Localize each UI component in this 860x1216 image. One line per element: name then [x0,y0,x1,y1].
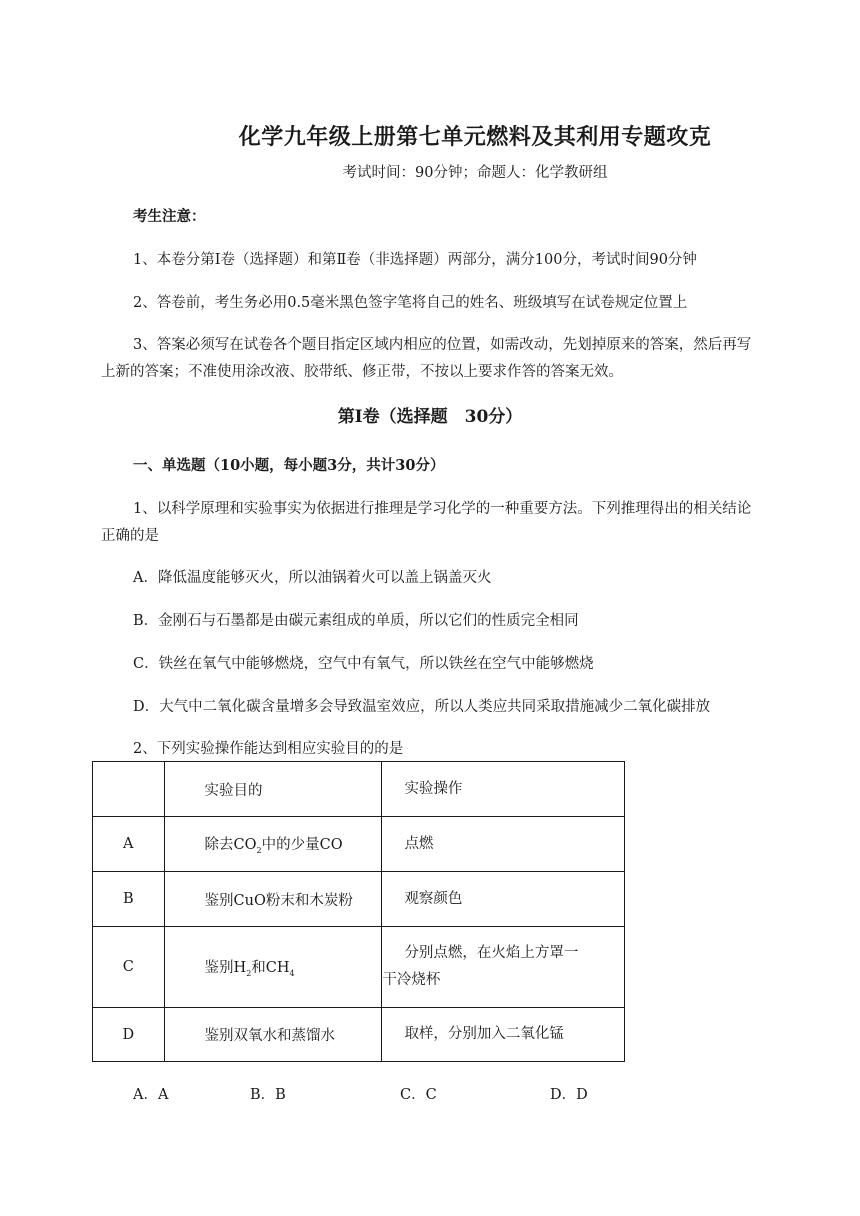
question-2-option-c: C．C [400,1087,437,1103]
row-operation: 分别点燃，在火焰上方罩一 [404,945,579,961]
notice-item: 1、本卷分第Ⅰ卷（选择题）和第Ⅱ卷（非选择题）两部分，满分100分，考试时间90分钟 [133,252,697,268]
row-purpose: 鉴别CuO粉末和木炭粉 [164,872,382,927]
row-purpose: 除去$CO_2$中的少量CO [164,817,382,872]
question-1-stem-continued: 正确的是 [101,528,159,544]
question-2-option-b: B．B [250,1087,286,1103]
row-operation-cell [382,927,625,1008]
notice-item-continued: 上新的答案；不准使用涂改液、胶带纸、修正带，不按以上要求作答的答案无效。 [101,364,623,380]
notice-item: 2、答卷前，考生务必用0.5毫米黑色签字笔将自己的姓名、班级填写在试卷规定位置上 [133,295,688,311]
table-row [93,817,625,872]
row-label: B [93,872,165,927]
header-operation: 实验操作 [404,780,463,797]
row-label: C [93,927,165,1008]
table-row [93,872,625,927]
page-title: 化学九年级上册第七单元燃料及其利用专题攻克 [238,124,712,150]
table-row [93,1008,625,1062]
question-1-option-b: B．金刚石与石墨都是由碳元素组成的单质，所以它们的性质完全相同 [133,613,579,629]
header-purpose: 实验目的 [164,762,382,817]
notice-heading: 考生注意： [133,208,206,225]
question-1-option-c: C．铁丝在氧气中能够燃烧，空气中有氧气，所以铁丝在空气中能够燃烧 [133,656,594,672]
experiment-table [92,761,625,1062]
row-purpose: 鉴别$H_2$和$CH_4$ [164,927,382,1008]
table-row [93,927,625,1008]
section-title: 第Ⅰ卷（选择题 30分） [337,407,523,427]
row-operation-cell [382,1008,625,1062]
part-heading: 一、单选题（10小题，每小题3分，共计30分） [133,457,445,474]
question-1-option-d: D．大气中二氧化碳含量增多会导致温室效应，所以人类应共同采取措施减少二氧化碳排放 [133,699,711,715]
notice-item: 3、答案必须写在试卷各个题目指定区域内相应的位置，如需改动，先划掉原来的答案，然后再写 [133,337,752,353]
question-2-option-d: D．D [550,1087,588,1103]
row-operation-cell [382,817,625,872]
row-purpose: 鉴别双氧水和蒸馏水 [164,1008,382,1062]
question-2-option-a: A．A [133,1087,169,1103]
question-1-option-a: A．降低温度能够灭火，所以油锅着火可以盖上锅盖灭火 [133,570,492,586]
row-operation: 观察颜色 [404,890,463,907]
row-operation-continued: 干冷烧杯 [382,972,441,988]
exam-subtitle: 考试时间：90分钟；命题人：化学教研组 [342,165,608,181]
question-2-stem: 2、下列实验操作能达到相应实验目的的是 [133,741,404,757]
table-header-row [93,762,625,817]
row-operation: 点燃 [404,835,434,852]
question-1-stem: 1、以科学原理和实验事实为依据进行推理是学习化学的一种重要方法。下列推理得出的相关结论 [133,501,752,517]
row-operation: 取样，分别加入二氧化锰 [404,1026,564,1042]
row-operation-cell [382,872,625,927]
table-cell [93,762,165,817]
row-label: D [93,1008,165,1062]
header-operation-cell [382,762,625,817]
row-label: A [93,817,165,872]
